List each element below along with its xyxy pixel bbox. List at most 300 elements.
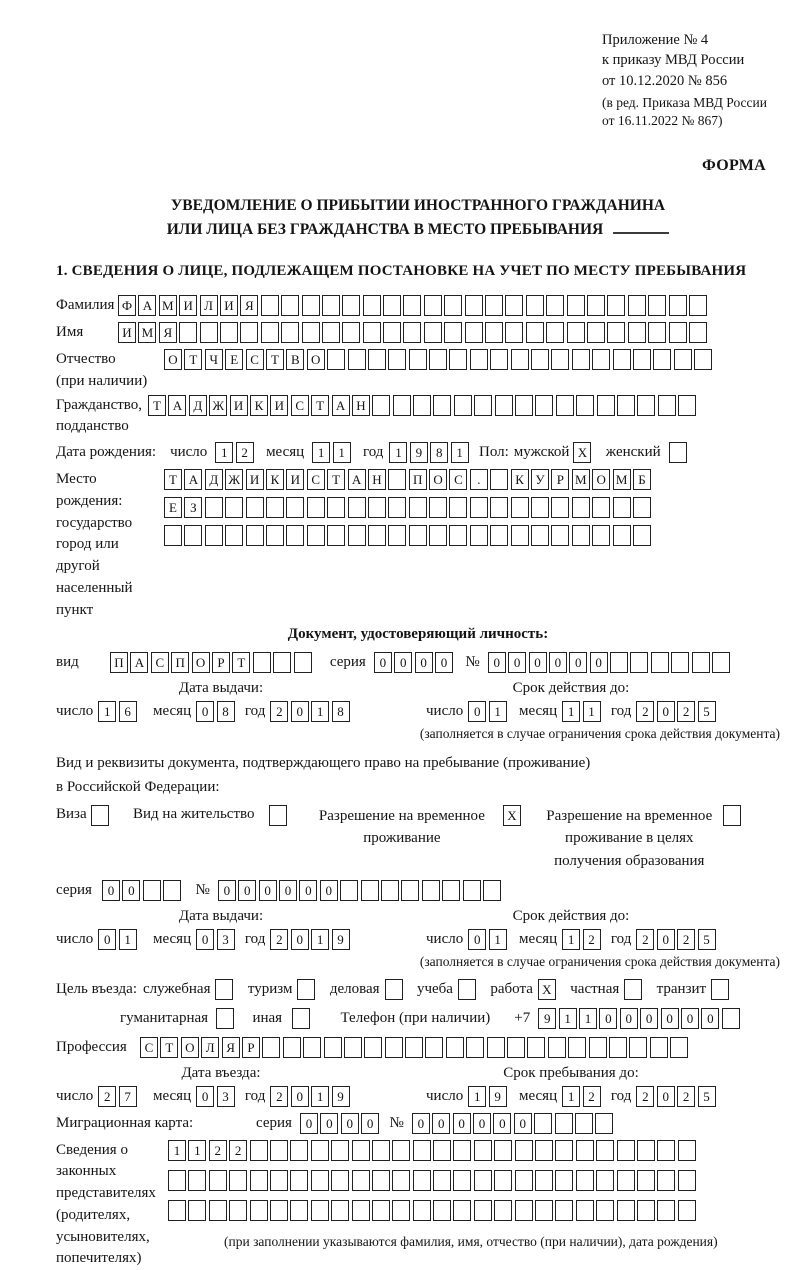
char-cell [592, 497, 610, 518]
char-cell: Ж [225, 469, 243, 490]
char-cell [311, 1200, 329, 1221]
char-cell: 0 [238, 880, 256, 901]
char-cell [266, 497, 284, 518]
char-cell: О [307, 349, 325, 370]
char-cell [596, 1200, 614, 1221]
char-cell [240, 322, 258, 343]
char-cell: 0 [196, 701, 214, 722]
char-cell [465, 322, 483, 343]
char-cell [555, 1200, 573, 1221]
char-cell [534, 1113, 552, 1134]
char-cell: 0 [590, 652, 608, 673]
char-cell [413, 1200, 431, 1221]
id-valid-day-boxes [468, 701, 509, 722]
char-cell: 0 [259, 880, 277, 901]
char-cell [348, 525, 366, 546]
char-cell [551, 497, 569, 518]
char-cell [490, 349, 508, 370]
char-cell [311, 1170, 329, 1191]
migration-number-boxes [412, 1113, 616, 1134]
char-cell: И [230, 395, 248, 416]
char-cell: З [184, 497, 202, 518]
char-cell: 0 [415, 652, 433, 673]
migration-card-row [56, 1113, 780, 1134]
char-cell [511, 525, 529, 546]
surname-label: Фамилия [56, 297, 115, 314]
char-cell [485, 295, 503, 316]
char-cell [403, 295, 421, 316]
issue-date-heading: Дата выдачи: [178, 908, 264, 925]
valid-until-heading: Срок действия до: [512, 680, 630, 697]
char-cell [381, 880, 399, 901]
char-cell [294, 652, 312, 673]
char-cell: 2 [98, 1086, 116, 1107]
form-label: ФОРМА [701, 157, 766, 175]
char-cell [689, 295, 707, 316]
char-cell: Н [352, 395, 370, 416]
temp-residence-checkbox [503, 805, 523, 826]
char-cell [368, 525, 386, 546]
char-cell [453, 1170, 471, 1191]
char-cell [331, 1200, 349, 1221]
char-cell [669, 295, 687, 316]
char-cell: А [130, 652, 148, 673]
char-cell [372, 1140, 390, 1161]
char-cell: 1 [489, 701, 507, 722]
char-cell [225, 525, 243, 546]
char-cell: Н [368, 469, 386, 490]
char-cell: 0 [620, 1008, 638, 1029]
purpose-business-checkbox [385, 979, 405, 1000]
name-row [56, 322, 780, 343]
char-cell [200, 322, 218, 343]
char-cell: Ч [205, 349, 223, 370]
char-cell [392, 1200, 410, 1221]
entry-date-heading: Дата въезда: [181, 1064, 261, 1081]
char-cell [511, 349, 529, 370]
char-cell [250, 1140, 268, 1161]
sex-female-checkbox [669, 442, 689, 463]
purpose-humanitarian-label: гуманитарная [120, 1009, 209, 1026]
char-cell: 1 [215, 442, 233, 463]
char-cell [372, 395, 390, 416]
char-cell: 0 [196, 929, 214, 950]
entry-date-headings [56, 1064, 780, 1083]
char-cell [694, 349, 712, 370]
residence-doc-note: (заполняется в случае ограничения срока действия документа) [419, 953, 780, 969]
char-cell [474, 1170, 492, 1191]
purpose-study-checkbox [458, 979, 478, 1000]
series-label: серия [56, 882, 92, 899]
char-cell [385, 979, 403, 1000]
appendix-line: Приложение № 4 [602, 32, 709, 48]
char-cell: 0 [299, 880, 317, 901]
char-cell [270, 1200, 288, 1221]
char-cell [535, 1140, 553, 1161]
char-cell: 8 [217, 701, 235, 722]
char-cell [290, 1200, 308, 1221]
char-cell [624, 979, 642, 1000]
char-cell [465, 295, 483, 316]
char-cell: 0 [361, 1113, 379, 1134]
number-label: № [465, 654, 480, 671]
char-cell [322, 322, 340, 343]
birth-month-boxes [312, 442, 353, 463]
residence-valid-day-boxes [468, 929, 509, 950]
char-cell: 0 [468, 929, 486, 950]
char-cell: О [192, 652, 210, 673]
char-cell [302, 295, 320, 316]
char-cell: 6 [119, 701, 137, 722]
char-cell: 8 [430, 442, 448, 463]
char-cell: И [118, 322, 136, 343]
purpose-official-checkbox [215, 979, 235, 1000]
char-cell: 0 [291, 701, 309, 722]
birthplace-row1-boxes [164, 469, 653, 490]
char-cell: X [503, 805, 521, 826]
char-cell [453, 1200, 471, 1221]
char-cell [572, 497, 590, 518]
char-cell [637, 1140, 655, 1161]
char-cell: К [266, 469, 284, 490]
id-doc-date-headings [56, 679, 780, 698]
citizenship-row [56, 395, 780, 439]
char-cell [637, 1200, 655, 1221]
char-cell: О [164, 349, 182, 370]
birthplace-row2-boxes [164, 497, 653, 518]
char-cell: 0 [657, 1086, 675, 1107]
char-cell: 0 [320, 880, 338, 901]
char-cell [515, 1140, 533, 1161]
residence-valid-year-boxes [636, 929, 718, 950]
char-cell: 0 [681, 1008, 699, 1029]
option-temp-residence-education: Разрешение на временное проживание в целях получения образования [543, 805, 743, 873]
char-cell: М [613, 469, 631, 490]
char-cell [383, 322, 401, 343]
char-cell [324, 1037, 342, 1058]
patronymic-row [56, 349, 780, 393]
issue-date-heading: Дата выдачи: [178, 680, 264, 697]
char-cell [567, 322, 585, 343]
char-cell: М [159, 295, 177, 316]
char-cell: 1 [312, 442, 330, 463]
id-issue-year-boxes [270, 701, 352, 722]
birth-day-boxes [215, 442, 256, 463]
representatives-row1-boxes [168, 1140, 718, 1161]
identity-doc-row [56, 652, 780, 673]
appendix-line: от 10.12.2020 № 856 [602, 72, 728, 89]
char-cell [393, 395, 411, 416]
char-cell [531, 497, 549, 518]
char-cell [657, 1140, 675, 1161]
char-cell: А [138, 295, 156, 316]
char-cell: 0 [341, 1113, 359, 1134]
char-cell: 1 [562, 929, 580, 950]
purpose-official-label: служебная [142, 980, 211, 997]
char-cell [269, 805, 287, 826]
section1-heading: 1. СВЕДЕНИЯ О ЛИЦЕ, ПОДЛЕЖАЩЕМ ПОСТАНОВКЕ НА УЧЕТ ПО МЕСТУ ПРЕБЫВАНИЯ [56, 263, 747, 280]
char-cell [535, 395, 553, 416]
char-cell: 2 [583, 1086, 601, 1107]
char-cell [429, 497, 447, 518]
char-cell [474, 395, 492, 416]
char-cell: 1 [562, 1086, 580, 1107]
char-cell: 1 [188, 1140, 206, 1161]
char-cell [253, 652, 271, 673]
char-cell [648, 295, 666, 316]
purpose-business-label: деловая [329, 980, 380, 997]
char-cell: 9 [410, 442, 428, 463]
char-cell [290, 1140, 308, 1161]
char-cell [184, 525, 202, 546]
char-cell [449, 349, 467, 370]
char-cell: 0 [374, 652, 392, 673]
char-cell: И [270, 395, 288, 416]
char-cell [485, 322, 503, 343]
char-cell: 1 [489, 929, 507, 950]
char-cell [327, 497, 345, 518]
residence-dates-row [56, 929, 780, 950]
char-cell [246, 497, 264, 518]
char-cell: Д [205, 469, 223, 490]
char-cell [433, 1140, 451, 1161]
char-cell [657, 1200, 675, 1221]
char-cell [454, 395, 472, 416]
char-cell [678, 1200, 696, 1221]
char-cell [589, 1037, 607, 1058]
char-cell [449, 525, 467, 546]
char-cell: 0 [279, 880, 297, 901]
char-cell [220, 322, 238, 343]
char-cell [163, 880, 181, 901]
char-cell: Я [159, 322, 177, 343]
char-cell [490, 525, 508, 546]
char-cell [270, 1140, 288, 1161]
char-cell [531, 525, 549, 546]
char-cell [385, 1037, 403, 1058]
char-cell [409, 349, 427, 370]
id-issue-month-boxes [196, 701, 237, 722]
char-cell [383, 295, 401, 316]
char-cell: 0 [102, 880, 120, 901]
purpose-private-label: частная [570, 980, 620, 997]
char-cell [650, 1037, 668, 1058]
char-cell [505, 295, 523, 316]
char-cell [546, 322, 564, 343]
char-cell [283, 1037, 301, 1058]
identity-doc-heading: Документ, удостоверяющий личность: [287, 626, 549, 643]
char-cell: 0 [218, 880, 236, 901]
char-cell [505, 322, 523, 343]
char-cell [490, 497, 508, 518]
char-cell [168, 1200, 186, 1221]
char-cell: 2 [636, 929, 654, 950]
char-cell [281, 295, 299, 316]
char-cell: 2 [583, 929, 601, 950]
char-cell [526, 295, 544, 316]
char-cell [216, 1008, 234, 1029]
char-cell: 2 [677, 701, 695, 722]
char-cell: 0 [514, 1113, 532, 1134]
char-cell: 9 [332, 929, 350, 950]
char-cell [340, 880, 358, 901]
char-cell [551, 525, 569, 546]
char-cell [722, 1008, 740, 1029]
char-cell: К [250, 395, 268, 416]
char-cell: 0 [98, 929, 116, 950]
char-cell [388, 469, 406, 490]
char-cell [630, 652, 648, 673]
char-cell: П [171, 652, 189, 673]
char-cell [595, 1113, 613, 1134]
char-cell [610, 652, 628, 673]
char-cell [442, 880, 460, 901]
char-cell: 0 [453, 1113, 471, 1134]
citizenship-boxes [148, 395, 699, 416]
char-cell [648, 322, 666, 343]
char-cell: 2 [236, 442, 254, 463]
form-title [56, 194, 780, 242]
char-cell [261, 322, 279, 343]
char-cell [494, 1170, 512, 1191]
char-cell [352, 1200, 370, 1221]
char-cell: В [286, 349, 304, 370]
representatives-row2-boxes [168, 1170, 718, 1191]
form-title-line2: ИЛИ ЛИЦА БЕЗ ГРАЖДАНСТВА В МЕСТО ПРЕБЫВАНИЯ [56, 218, 780, 242]
char-cell [555, 1113, 573, 1134]
day-label: число [170, 444, 208, 461]
char-cell [392, 1170, 410, 1191]
char-cell: Т [327, 469, 345, 490]
char-cell: С [449, 469, 467, 490]
char-cell: 9 [538, 1008, 556, 1029]
char-cell: 0 [394, 652, 412, 673]
char-cell [507, 1037, 525, 1058]
char-cell: 2 [229, 1140, 247, 1161]
char-cell: 0 [291, 1086, 309, 1107]
char-cell [633, 497, 651, 518]
char-cell [575, 1113, 593, 1134]
purpose-transit-label: транзит [656, 980, 707, 997]
char-cell: Ф [118, 295, 136, 316]
char-cell [372, 1200, 390, 1221]
char-cell [327, 349, 345, 370]
char-cell [526, 322, 544, 343]
char-cell: 2 [270, 1086, 288, 1107]
char-cell [678, 1170, 696, 1191]
patronymic-boxes [164, 349, 715, 370]
char-cell [433, 395, 451, 416]
char-cell [388, 349, 406, 370]
char-cell [633, 349, 651, 370]
char-cell: 0 [493, 1113, 511, 1134]
name-label: Имя [56, 324, 84, 341]
char-cell [613, 525, 631, 546]
char-cell [723, 805, 741, 826]
char-cell: 5 [698, 929, 716, 950]
char-cell [307, 497, 325, 518]
birthdate-row [56, 442, 780, 463]
char-cell [429, 525, 447, 546]
char-cell [425, 1037, 443, 1058]
char-cell [352, 1140, 370, 1161]
char-cell: 0 [508, 652, 526, 673]
char-cell: 2 [636, 701, 654, 722]
char-cell [168, 1170, 186, 1191]
char-cell: X [573, 442, 591, 463]
char-cell: С [151, 652, 169, 673]
char-cell: 1 [562, 701, 580, 722]
series-label: серия [256, 1114, 292, 1131]
char-cell [303, 1037, 321, 1058]
char-cell [286, 497, 304, 518]
char-cell: 0 [657, 701, 675, 722]
char-cell [444, 322, 462, 343]
char-cell [164, 525, 182, 546]
char-cell: 1 [451, 442, 469, 463]
profession-label: Профессия [56, 1038, 127, 1055]
purpose-work-label: работа [490, 980, 533, 997]
char-cell [692, 652, 710, 673]
char-cell [535, 1200, 553, 1221]
char-cell [368, 349, 386, 370]
char-cell [179, 322, 197, 343]
char-cell: Я [222, 1037, 240, 1058]
char-cell: 1 [333, 442, 351, 463]
char-cell [657, 1170, 675, 1191]
char-cell [515, 1170, 533, 1191]
char-cell [474, 1200, 492, 1221]
char-cell: Д [189, 395, 207, 416]
char-cell [331, 1170, 349, 1191]
char-cell [449, 497, 467, 518]
char-cell: 1 [311, 929, 329, 950]
char-cell [572, 525, 590, 546]
form-title-line1: УВЕДОМЛЕНИЕ О ПРИБЫТИИ ИНОСТРАННОГО ГРАЖДАНИНА [170, 197, 666, 215]
char-cell [568, 1037, 586, 1058]
char-cell [651, 652, 669, 673]
profession-row [56, 1037, 780, 1058]
char-cell: С [291, 395, 309, 416]
char-cell: 2 [270, 701, 288, 722]
char-cell [205, 525, 223, 546]
purpose-row [56, 979, 780, 1000]
char-cell [633, 525, 651, 546]
char-cell [429, 349, 447, 370]
char-cell: Т [148, 395, 166, 416]
char-cell: Р [242, 1037, 260, 1058]
char-cell [669, 442, 687, 463]
char-cell [403, 322, 421, 343]
name-boxes [118, 322, 709, 343]
char-cell [405, 1037, 423, 1058]
char-cell [322, 295, 340, 316]
char-cell [229, 1200, 247, 1221]
char-cell [678, 395, 696, 416]
char-cell [342, 295, 360, 316]
id-issue-day-boxes [98, 701, 139, 722]
doc-number-boxes [488, 652, 733, 673]
revision-line: от 16.11.2022 № 867) [602, 113, 723, 129]
residence-series-row [56, 880, 780, 901]
char-cell [458, 979, 476, 1000]
char-cell: 7 [119, 1086, 137, 1107]
purpose-other-label: иная [252, 1009, 283, 1026]
char-cell [424, 322, 442, 343]
char-cell [576, 395, 594, 416]
char-cell: Р [551, 469, 569, 490]
char-cell: 2 [677, 1086, 695, 1107]
